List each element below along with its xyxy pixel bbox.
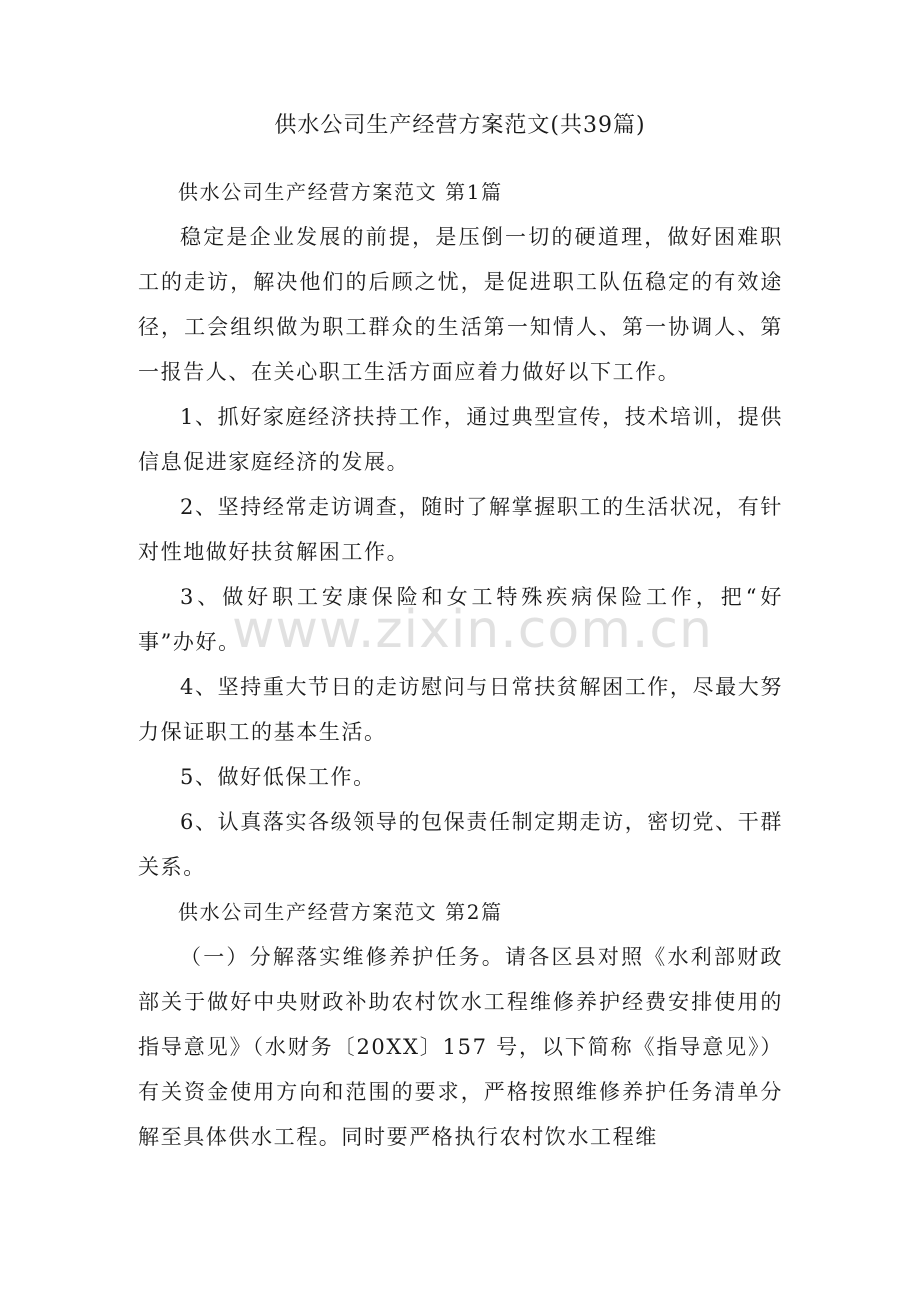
list-item: 6、认真落实各级领导的包保责任制定期走访，密切党、干群关系。 — [138, 810, 783, 879]
document-body — [138, 170, 783, 1160]
list-item: 3、做好职工安康保险和女工特殊疾病保险工作，把“好事”办好。 — [138, 585, 783, 654]
section-heading: 供水公司生产经营方案范文 第1篇 — [178, 180, 503, 204]
paragraph: （一）分解落实维修养护任务。请各区县对照《水利部财政部关于做好中央财政补助农村饮水工程维修养护经费安排使用的指导意见》（水财务〔20XX〕157 号，以下简称《指导意见》）有关资金使用方向和范围的要求，严格按照维修养护任务清单分解至具体供水工程。同时要严格执行农村饮水工程维 — [138, 945, 783, 1149]
watermark: www.zixin.com.cn — [232, 600, 713, 660]
document-title: 供水公司生产经营方案范文(共39篇) — [274, 113, 646, 138]
paragraph: 稳定是企业发展的前提，是压倒一切的硬道理，做好困难职工的走访，解决他们的后顾之忧，是促进职工队伍稳定的有效途径，工会组织做为职工群众的生活第一知情人、第一协调人、第一报告人、在关心职工生活方面应着力做好以下工作。 — [138, 225, 783, 384]
list-item: 4、坚持重大节日的走访慰问与日常扶贫解困工作，尽最大努力保证职工的基本生活。 — [138, 675, 783, 744]
list-item: 1、抓好家庭经济扶持工作，通过典型宣传，技术培训，提供信息促进家庭经济的发展。 — [138, 405, 783, 474]
list-item: 2、坚持经常走访调查，随时了解掌握职工的生活状况，有针对性地做好扶贫解困工作。 — [138, 495, 783, 564]
section-heading: 供水公司生产经营方案范文 第2篇 — [178, 900, 503, 924]
list-item: 5、做好低保工作。 — [180, 765, 376, 789]
